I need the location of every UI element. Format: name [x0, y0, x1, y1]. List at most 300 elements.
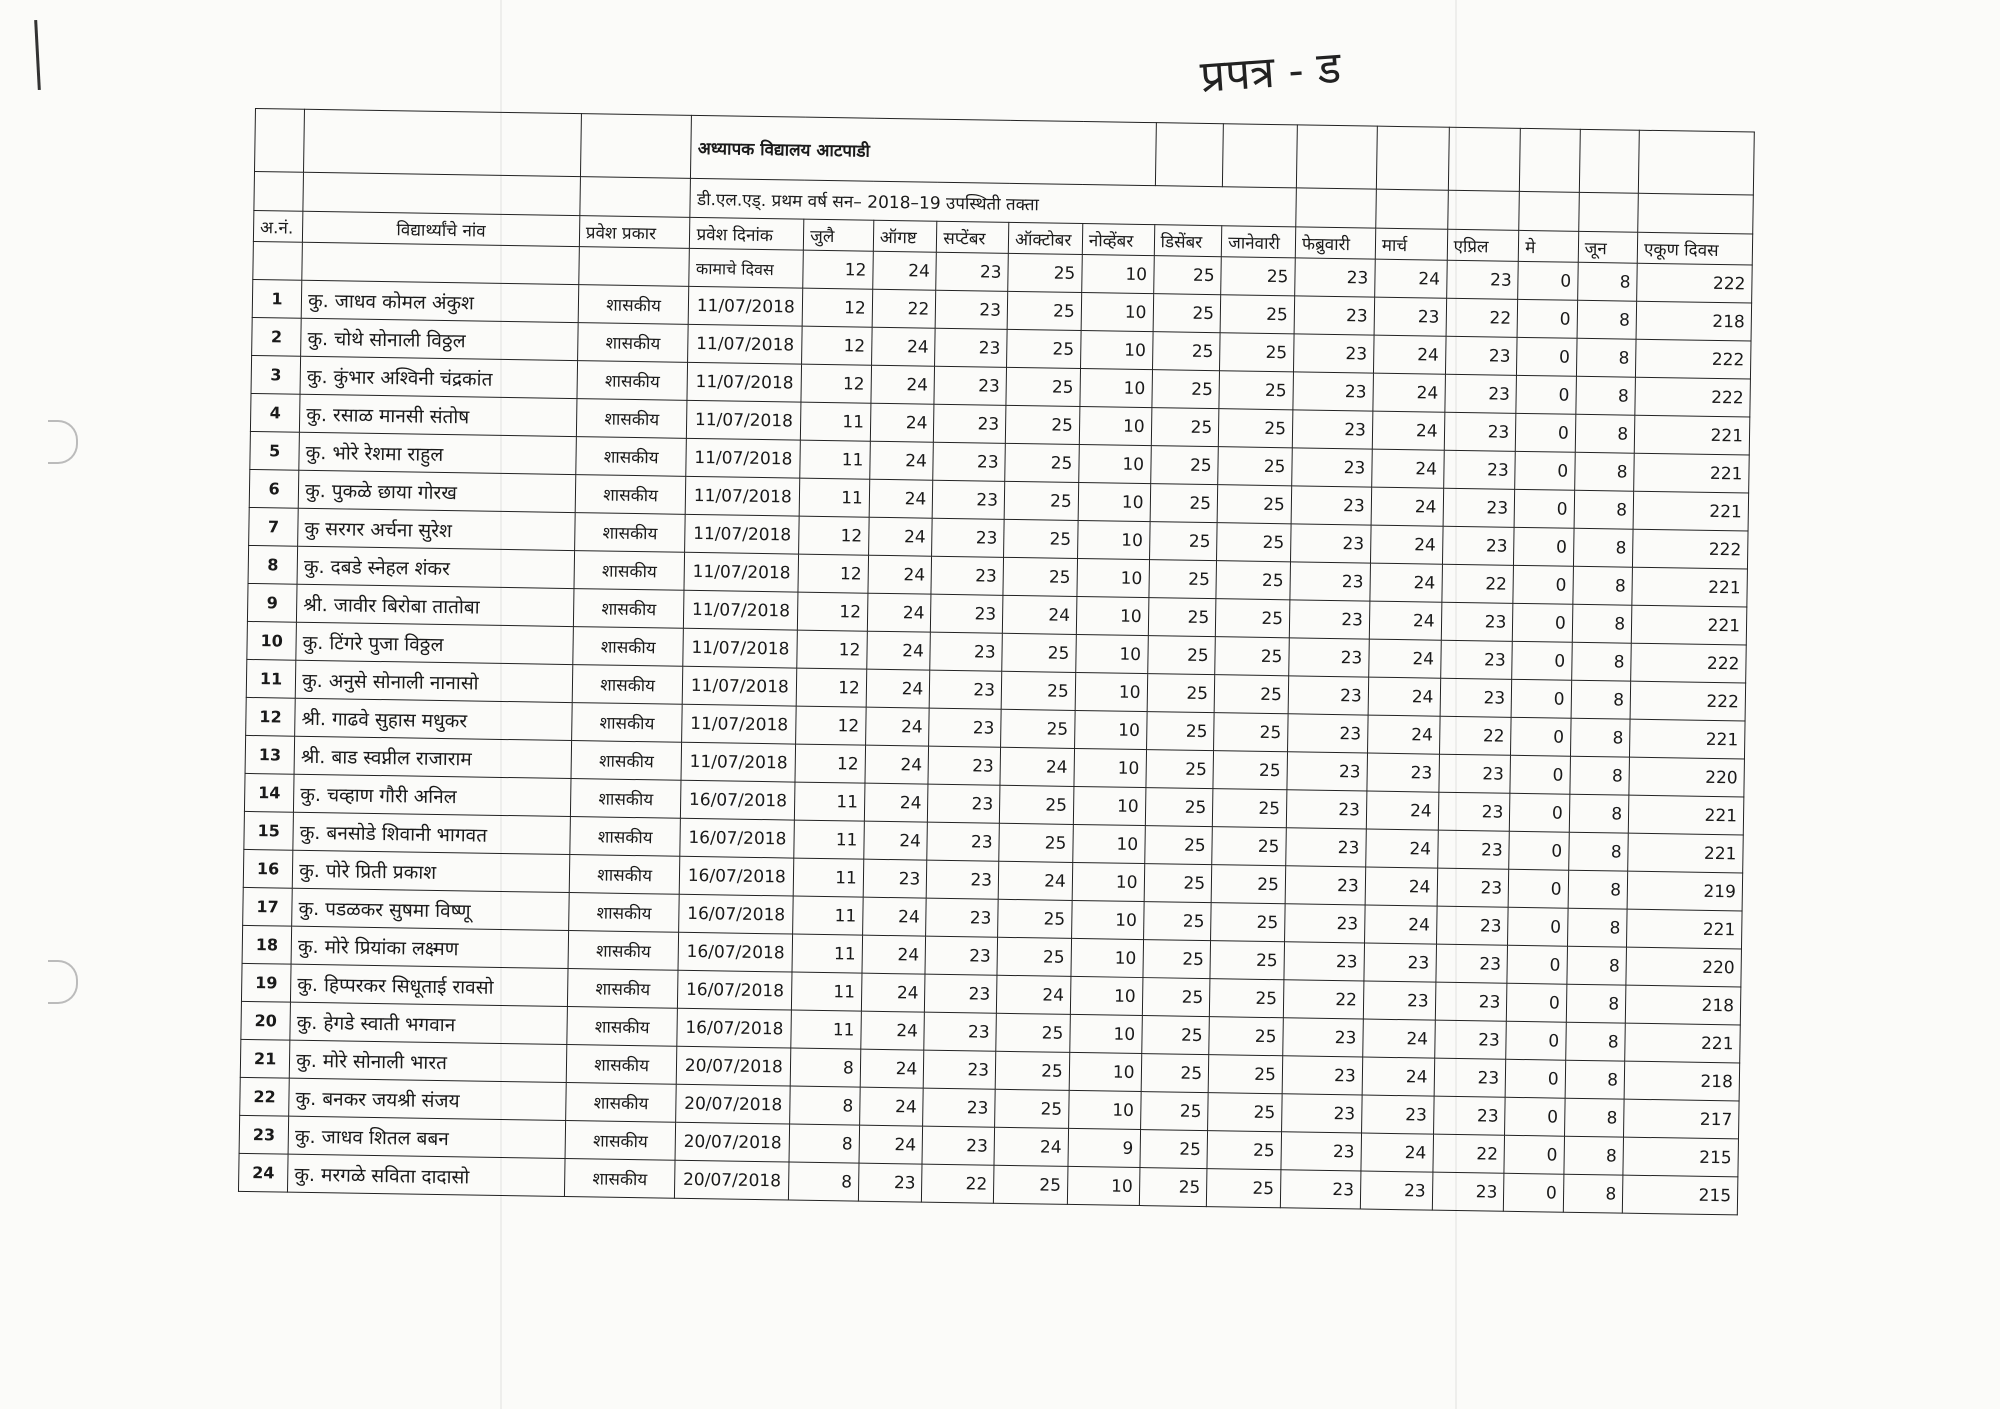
attendance-value: 25 [996, 1013, 1070, 1052]
attendance-value: 24 [996, 975, 1070, 1014]
attendance-value: 22 [1432, 1134, 1504, 1173]
attendance-value: 10 [1077, 520, 1149, 559]
attendance-value: 0 [1512, 641, 1572, 680]
attendance-value: 11 [792, 972, 862, 1011]
attendance-value: 24 [865, 745, 929, 784]
attendance-value: 23 [858, 1163, 922, 1202]
attendance-value: 0 [1504, 1173, 1564, 1212]
attendance-value: 23 [925, 974, 997, 1013]
attendance-value: 24 [1371, 487, 1443, 526]
attendance-value: 23 [923, 1088, 995, 1127]
blank-cell [580, 177, 691, 218]
attendance-value: 24 [868, 555, 932, 594]
attendance-value: 9 [1068, 1128, 1140, 1167]
attendance-value: 25 [1216, 561, 1290, 600]
attendance-value: 25 [1214, 675, 1288, 714]
punch-hole [48, 420, 78, 464]
attendance-value: 8 [1565, 1060, 1625, 1099]
attendance-value: 24 [867, 593, 931, 632]
total-days: 221 [1625, 1023, 1740, 1063]
attendance-value: 25 [1218, 447, 1292, 486]
attendance-value: 10 [1067, 1166, 1139, 1205]
attendance-value: 25 [1143, 940, 1211, 979]
attendance-value: 10 [1075, 672, 1147, 711]
attendance-value: 25 [1144, 826, 1212, 865]
student-name: कु. कुंभार अश्विनी चंद्रकांत [300, 356, 577, 398]
attendance-value: 25 [999, 785, 1073, 824]
admission-date: 16/07/2018 [681, 780, 795, 820]
attendance-value: 0 [1508, 907, 1568, 946]
attendance-value: 25 [993, 1165, 1067, 1204]
attendance-value: 25 [1139, 1168, 1207, 1207]
attendance-value: 25 [1207, 1169, 1281, 1208]
admission-type: शासकीय [576, 399, 687, 439]
row-serial: 23 [239, 1115, 289, 1154]
student-name: कु. दबडे स्नेहल शंकर [297, 546, 574, 588]
admission-type: शासकीय [570, 817, 681, 857]
attendance-value: 23 [924, 1012, 996, 1051]
attendance-value: 23 [1288, 676, 1368, 715]
attendance-value: 11 [795, 782, 865, 821]
attendance-value: 23 [1437, 830, 1509, 869]
attendance-value: 10 [1068, 1090, 1140, 1129]
blank-cell [1223, 124, 1298, 188]
admission-type: शासकीय [567, 969, 678, 1009]
attendance-value: 23 [1444, 374, 1516, 413]
admission-date: 20/07/2018 [675, 1122, 789, 1162]
row-serial: 24 [238, 1153, 288, 1192]
attendance-value: 23 [933, 442, 1005, 481]
attendance-value: 10 [1079, 444, 1151, 483]
attendance-value: 12 [796, 706, 866, 745]
attendance-value: 25 [1152, 332, 1220, 371]
attendance-value: 23 [1445, 336, 1517, 375]
attendance-value: 24 [1370, 525, 1442, 564]
attendance-value: 8 [1567, 946, 1627, 985]
student-name: श्री. बाड स्वप्नील राजाराम [294, 736, 571, 778]
admission-type: शासकीय [574, 551, 685, 591]
total-days: 221 [1634, 415, 1749, 455]
row-serial: 19 [241, 963, 291, 1002]
attendance-value: 11 [800, 440, 870, 479]
attendance-value: 24 [1002, 595, 1076, 634]
attendance-value: 25 [1145, 750, 1213, 789]
admission-date: 20/07/2018 [675, 1160, 789, 1200]
attendance-value: 23 [929, 708, 1001, 747]
attendance-value: 12 [795, 744, 865, 783]
row-serial: 18 [242, 925, 292, 964]
blank-cell [1155, 123, 1224, 187]
attendance-value: 23 [924, 1050, 996, 1089]
table-subtitle: डी.एल.एड्. प्रथम वर्ष सन– 2018–19 उपस्थिती तक्ता [690, 178, 1296, 227]
admission-date: 16/07/2018 [680, 818, 794, 858]
student-name: कु. जाधव शितल बबन [288, 1116, 565, 1158]
attendance-value: 23 [1280, 1170, 1360, 1209]
attendance-value: 0 [1513, 565, 1573, 604]
admission-type: शासकीय [568, 893, 679, 933]
working-days-value: 23 [936, 252, 1008, 291]
row-serial: 9 [247, 583, 297, 622]
attendance-value: 24 [865, 707, 929, 746]
attendance-value: 12 [796, 668, 866, 707]
attendance-value: 25 [1142, 978, 1210, 1017]
attendance-value: 8 [1566, 984, 1626, 1023]
attendance-value: 23 [1286, 790, 1366, 829]
attendance-value: 10 [1071, 900, 1143, 939]
blank-cell [1638, 130, 1754, 195]
attendance-value: 24 [1366, 829, 1438, 868]
blank-cell [1448, 127, 1521, 191]
blank-cell [1519, 191, 1579, 231]
total-days: 215 [1623, 1137, 1738, 1177]
attendance-value: 0 [1509, 831, 1569, 870]
attendance-value: 0 [1516, 413, 1576, 452]
attendance-value: 25 [1145, 788, 1213, 827]
attendance-value: 23 [1283, 1018, 1363, 1057]
attendance-value: 24 [860, 1049, 924, 1088]
admission-type: शासकीय [577, 323, 688, 363]
blank-cell [253, 241, 303, 280]
student-name: कु. हिप्परकर सिधूताई रावसो [291, 964, 568, 1006]
attendance-value: 23 [863, 859, 927, 898]
admission-date: 11/07/2018 [688, 324, 802, 364]
working-days-value: 12 [803, 250, 873, 289]
attendance-value: 24 [1373, 335, 1445, 374]
row-serial: 13 [245, 735, 295, 774]
attendance-value: 10 [1081, 293, 1153, 332]
blank-cell [580, 114, 692, 179]
admission-type: शासकीय [571, 703, 682, 743]
row-serial: 5 [250, 431, 300, 470]
admission-type: शासकीय [565, 1083, 676, 1123]
attendance-value: 25 [1141, 1054, 1209, 1093]
attendance-value: 24 [994, 1127, 1068, 1166]
student-name: श्री. गाढवे सुहास मधुकर [295, 698, 572, 740]
row-serial: 15 [244, 811, 294, 850]
attendance-value: 8 [1575, 414, 1635, 453]
attendance-value: 8 [1568, 870, 1628, 909]
blank-cell [1296, 125, 1377, 189]
blank-cell [1376, 189, 1448, 229]
attendance-value: 0 [1511, 679, 1571, 718]
admission-type: शासकीय [566, 1045, 677, 1085]
student-name: कु. जाधव कोमल अंकुश [301, 280, 578, 322]
header-month: ऑगष्ट [873, 220, 937, 252]
attendance-value: 10 [1080, 368, 1152, 407]
attendance-value: 0 [1517, 299, 1577, 338]
attendance-value: 23 [1443, 450, 1515, 489]
attendance-value: 10 [1077, 558, 1149, 597]
total-days: 220 [1626, 947, 1741, 987]
attendance-value: 23 [1360, 1171, 1432, 1210]
attendance-value: 23 [1289, 638, 1369, 677]
total-days: 221 [1634, 453, 1749, 493]
admission-type: शासकीय [576, 437, 687, 477]
attendance-value: 23 [930, 632, 1002, 671]
row-serial: 21 [240, 1039, 290, 1078]
attendance-value: 0 [1507, 983, 1567, 1022]
attendance-value: 23 [1292, 410, 1372, 449]
blank-cell [1296, 188, 1377, 228]
attendance-value: 25 [1004, 519, 1078, 558]
attendance-value: 25 [1141, 1016, 1209, 1055]
attendance-value: 8 [1574, 452, 1634, 491]
admission-date: 11/07/2018 [686, 438, 800, 478]
row-serial: 3 [251, 355, 301, 394]
admission-date: 11/07/2018 [681, 742, 795, 782]
attendance-value: 23 [1290, 562, 1370, 601]
student-name: कु सरगर अर्चना सुरेश [298, 508, 575, 550]
admission-type: शासकीय [571, 741, 682, 781]
attendance-value: 25 [1212, 827, 1286, 866]
attendance-value: 23 [931, 556, 1003, 595]
header-month: एप्रिल [1447, 229, 1519, 261]
attendance-value: 25 [1215, 637, 1289, 676]
attendance-value: 8 [1568, 832, 1628, 871]
total-days: 221 [1628, 833, 1743, 873]
attendance-value: 12 [798, 592, 868, 631]
total-days: 217 [1624, 1099, 1739, 1139]
attendance-value: 25 [995, 1051, 1069, 1090]
attendance-value: 25 [1208, 1055, 1282, 1094]
attendance-value: 24 [869, 479, 933, 518]
attendance-value: 25 [1213, 751, 1287, 790]
attendance-value: 25 [1150, 484, 1218, 523]
attendance-value: 24 [864, 821, 928, 860]
total-days: 218 [1636, 301, 1751, 341]
student-name: कु. हेगडे स्वाती भगवान [290, 1002, 567, 1044]
attendance-value: 25 [1211, 903, 1285, 942]
admission-type: शासकीय [564, 1158, 675, 1198]
total-days: 221 [1630, 719, 1745, 759]
attendance-value: 25 [998, 899, 1072, 938]
working-days-label: कामाचे दिवस [689, 248, 803, 288]
attendance-value: 25 [1144, 864, 1212, 903]
attendance-value: 23 [1284, 942, 1364, 981]
attendance-value: 10 [1071, 938, 1143, 977]
attendance-value: 25 [995, 1089, 1069, 1128]
attendance-value: 25 [1214, 713, 1288, 752]
student-name: कु. चव्हाण गौरी अनिल [294, 774, 571, 816]
admission-date: 11/07/2018 [687, 400, 801, 440]
attendance-value: 24 [1369, 601, 1441, 640]
attendance-value: 22 [1439, 716, 1511, 755]
row-serial: 10 [247, 621, 297, 660]
attendance-value: 25 [1151, 370, 1219, 409]
attendance-value: 25 [1007, 329, 1081, 368]
attendance-value: 11 [793, 896, 863, 935]
attendance-value: 24 [1367, 715, 1439, 754]
attendance-value: 12 [797, 630, 867, 669]
attendance-value: 23 [1293, 372, 1373, 411]
attendance-value: 8 [789, 1124, 859, 1163]
blank-cell [1638, 193, 1753, 234]
admission-type: शासकीय [577, 361, 688, 401]
attendance-value: 0 [1505, 1097, 1565, 1136]
attendance-value: 10 [1070, 1014, 1142, 1053]
attendance-value: 23 [932, 518, 1004, 557]
attendance-value: 25 [1153, 294, 1221, 333]
admission-date: 20/07/2018 [676, 1084, 790, 1124]
attendance-value: 10 [1076, 596, 1148, 635]
attendance-value: 24 [864, 783, 928, 822]
attendance-value: 8 [790, 1048, 860, 1087]
attendance-value: 25 [1007, 291, 1081, 330]
attendance-value: 24 [870, 441, 934, 480]
student-name: कु. पुकळे छाया गोरख [298, 470, 575, 512]
attendance-value: 23 [1443, 488, 1515, 527]
attendance-value: 11 [791, 1010, 861, 1049]
admission-type: शासकीय [578, 285, 689, 325]
attendance-value: 8 [1563, 1174, 1623, 1213]
student-name: कु. बनकर जयश्री संजय [289, 1078, 566, 1120]
header-month: जानेवारी [1221, 226, 1295, 258]
total-days: 215 [1622, 1175, 1737, 1215]
attendance-value: 8 [1570, 756, 1630, 795]
attendance-value: 24 [1372, 449, 1444, 488]
attendance-value: 23 [1433, 1096, 1505, 1135]
total-days: 222 [1630, 681, 1745, 721]
working-days-value: 23 [1446, 260, 1518, 299]
margin-pen-mark [34, 20, 41, 90]
attendance-value: 23 [1444, 412, 1516, 451]
blank-cell [1376, 126, 1449, 190]
attendance-value: 0 [1511, 717, 1571, 756]
admission-date: 11/07/2018 [689, 286, 803, 326]
row-serial: 4 [250, 393, 300, 432]
admission-date: 11/07/2018 [683, 666, 797, 706]
attendance-value: 22 [1441, 564, 1513, 603]
blank-cell [579, 247, 690, 287]
attendance-value: 23 [1435, 982, 1507, 1021]
row-serial: 11 [246, 659, 296, 698]
admission-date: 20/07/2018 [677, 1046, 791, 1086]
working-days-value: 23 [1295, 258, 1375, 297]
admission-date: 11/07/2018 [686, 476, 800, 516]
attendance-value: 23 [1442, 526, 1514, 565]
blank-cell [254, 172, 304, 212]
attendance-value: 23 [1434, 1058, 1506, 1097]
attendance-value: 23 [928, 784, 1000, 823]
attendance-value: 25 [1217, 523, 1291, 562]
blank-cell [303, 172, 580, 215]
attendance-value: 23 [1436, 906, 1508, 945]
attendance-value: 0 [1514, 527, 1574, 566]
attendance-value: 23 [1438, 792, 1510, 831]
header-month: नोव्हेंबर [1082, 224, 1154, 256]
attendance-value: 10 [1069, 1052, 1141, 1091]
attendance-value: 8 [789, 1162, 859, 1201]
attendance-value: 0 [1517, 337, 1577, 376]
header-month: जून [1578, 231, 1638, 263]
attendance-value: 22 [1283, 980, 1363, 1019]
attendance-value: 23 [1292, 448, 1372, 487]
attendance-value: 0 [1508, 869, 1568, 908]
total-days: 221 [1628, 795, 1743, 835]
blank-cell [1578, 192, 1638, 232]
student-name: कु. मोरे प्रियांका लक्ष्मण [291, 926, 568, 968]
attendance-value: 25 [1148, 560, 1216, 599]
attendance-value: 10 [1079, 406, 1151, 445]
attendance-value: 0 [1513, 603, 1573, 642]
handwritten-annotation: प्रपत्र - ड [1198, 42, 1343, 103]
punch-hole [48, 960, 78, 1004]
total-days: 218 [1624, 1061, 1739, 1101]
working-days-value: 24 [873, 251, 937, 290]
attendance-value: 24 [861, 1011, 925, 1050]
row-serial: 17 [243, 887, 293, 926]
attendance-value: 25 [999, 823, 1073, 862]
attendance-value: 23 [927, 822, 999, 861]
attendance-table [238, 108, 1755, 1215]
row-serial: 14 [244, 773, 294, 812]
total-days: 222 [1636, 339, 1751, 379]
attendance-value: 25 [1148, 598, 1216, 637]
attendance-value: 8 [1571, 680, 1631, 719]
header-admission-date: प्रवेश दिनांक [690, 217, 804, 250]
admission-type: शासकीय [572, 665, 683, 705]
attendance-value: 12 [802, 288, 872, 327]
attendance-value: 23 [1287, 714, 1367, 753]
attendance-value: 24 [867, 631, 931, 670]
attendance-value: 24 [1372, 411, 1444, 450]
working-days-value: 25 [1153, 256, 1221, 295]
attendance-value: 12 [799, 516, 869, 555]
admission-date: 16/07/2018 [680, 856, 794, 896]
attendance-value: 25 [1146, 712, 1214, 751]
attendance-value: 0 [1510, 793, 1570, 832]
attendance-value: 25 [1213, 789, 1287, 828]
attendance-value: 25 [1001, 709, 1075, 748]
attendance-value: 24 [1373, 373, 1445, 412]
attendance-value: 10 [1074, 710, 1146, 749]
working-days-value: 24 [1375, 259, 1447, 298]
attendance-value: 23 [1434, 1020, 1506, 1059]
blank-cell [302, 242, 579, 284]
row-serial: 20 [241, 1001, 291, 1040]
admission-type: शासकीय [573, 589, 684, 629]
attendance-value: 23 [927, 860, 999, 899]
attendance-value: 8 [1576, 376, 1636, 415]
attendance-value: 23 [1435, 944, 1507, 983]
attendance-value: 23 [1286, 828, 1366, 867]
header-total: एकूण दिवस [1637, 232, 1752, 265]
blank-cell [1447, 190, 1519, 230]
attendance-value: 12 [801, 364, 871, 403]
working-days-value: 25 [1008, 253, 1082, 292]
attendance-value: 24 [1366, 791, 1438, 830]
attendance-value: 23 [926, 898, 998, 937]
attendance-value: 25 [1220, 295, 1294, 334]
header-name: विद्यार्थ्यांचे नांव [303, 211, 580, 246]
attendance-value: 25 [1147, 636, 1215, 675]
attendance-value: 24 [1365, 867, 1437, 906]
attendance-value: 24 [1363, 1019, 1435, 1058]
attendance-value: 23 [1281, 1132, 1361, 1171]
row-serial: 12 [246, 697, 296, 736]
attendance-value: 0 [1505, 1059, 1565, 1098]
attendance-value: 12 [798, 554, 868, 593]
row-serial: 16 [243, 849, 293, 888]
attendance-value: 22 [1446, 298, 1518, 337]
attendance-value: 10 [1072, 862, 1144, 901]
attendance-value: 25 [1006, 367, 1080, 406]
header-month: जुलै [804, 219, 874, 251]
row-serial: 1 [252, 279, 302, 318]
total-days: 221 [1633, 491, 1748, 531]
admission-type: शासकीय [573, 627, 684, 667]
attendance-value: 25 [1005, 443, 1079, 482]
